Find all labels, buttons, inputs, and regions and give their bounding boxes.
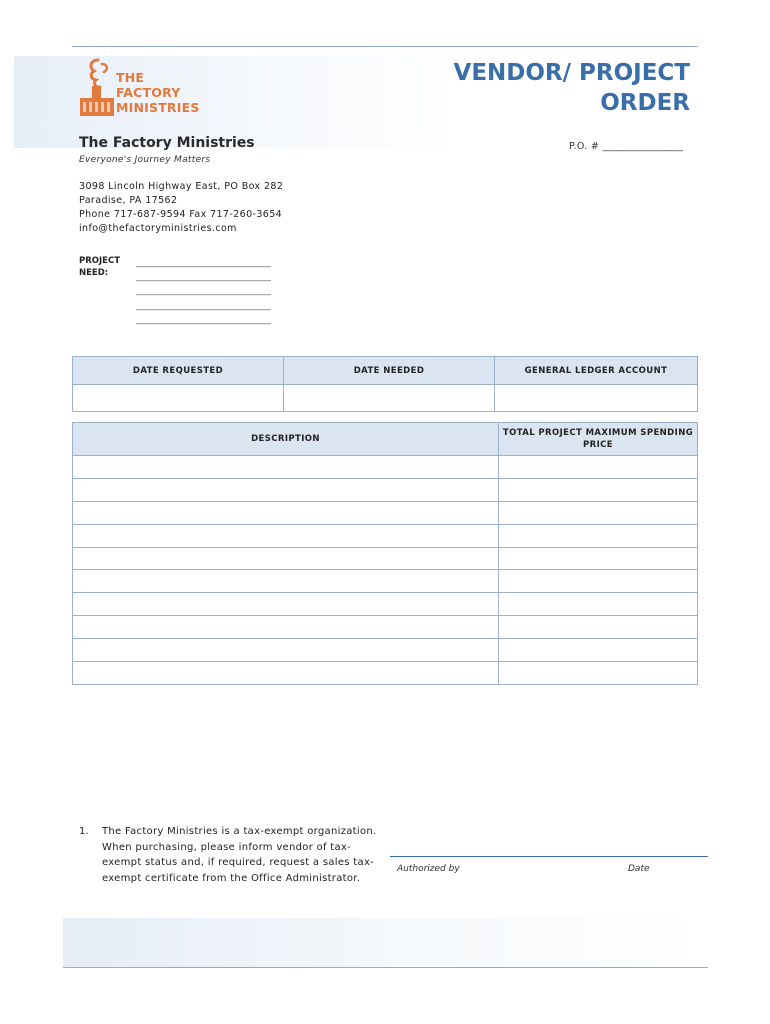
price-cell[interactable] <box>499 662 698 685</box>
note-text: The Factory Ministries is a tax-exempt organization. When purchasing, please inform vendor of tax-exempt status and, if required, request a sales tax-exempt certificate from the Office Administrator. <box>102 826 377 884</box>
logo-line-3: MINISTRIES <box>116 100 200 115</box>
factory-ministries-logo <box>78 56 208 120</box>
logo-wordmark <box>116 70 200 115</box>
project-need-label-line-1: PROJECT <box>79 256 121 266</box>
description-cell[interactable] <box>73 456 499 479</box>
table-row <box>73 478 698 501</box>
price-cell[interactable] <box>499 478 698 501</box>
signature-line[interactable] <box>390 856 708 857</box>
date-requested-header: DATE REQUESTED <box>73 357 284 385</box>
description-table <box>72 422 698 685</box>
description-cell[interactable] <box>73 524 499 547</box>
description-cell[interactable] <box>73 593 499 616</box>
description-cell[interactable] <box>73 547 499 570</box>
project-need-line[interactable]: ______________________________ <box>136 314 271 325</box>
description-cell[interactable] <box>73 662 499 685</box>
price-cell[interactable] <box>499 456 698 479</box>
price-cell[interactable] <box>499 616 698 639</box>
description-cell[interactable] <box>73 616 499 639</box>
table-row <box>73 570 698 593</box>
project-need-line[interactable]: ______________________________ <box>136 300 271 311</box>
description-header: DESCRIPTION <box>73 423 499 456</box>
factory-smokestack-icon <box>78 56 118 120</box>
table-row <box>73 662 698 685</box>
email-line: info@thefactoryministries.com <box>79 223 237 234</box>
date-requested-cell[interactable] <box>73 385 284 412</box>
description-cell[interactable] <box>73 501 499 524</box>
po-number-field[interactable]: P.O. # ________________ <box>569 141 684 152</box>
description-header-row <box>73 423 698 456</box>
project-need-label-line-2: NEED: <box>79 268 109 278</box>
date-label: Date <box>628 864 650 874</box>
table-row <box>73 456 698 479</box>
table-row <box>73 524 698 547</box>
date-needed-header: DATE NEEDED <box>284 357 495 385</box>
table-row <box>73 639 698 662</box>
general-ledger-account-cell[interactable] <box>495 385 698 412</box>
document-title <box>454 58 690 118</box>
organization-name: The Factory Ministries <box>79 135 255 151</box>
date-needed-cell[interactable] <box>284 385 495 412</box>
project-need-line[interactable]: ______________________________ <box>136 286 271 297</box>
address-line-2: Paradise, PA 17562 <box>79 195 178 206</box>
footer-band <box>63 918 708 968</box>
description-cell[interactable] <box>73 570 499 593</box>
price-cell[interactable] <box>499 639 698 662</box>
table-row <box>73 593 698 616</box>
logo-line-1: THE <box>116 70 145 85</box>
general-ledger-account-header: GENERAL LEDGER ACCOUNT <box>495 357 698 385</box>
title-line-2: ORDER <box>600 90 690 116</box>
title-line-1: VENDOR/ PROJECT <box>453 60 690 86</box>
dates-input-row <box>73 385 698 412</box>
bottom-rule <box>63 967 708 968</box>
total-price-header: TOTAL PROJECT MAXIMUM SPENDING PRICE <box>499 423 698 456</box>
address-line-1: 3098 Lincoln Highway East, PO Box 282 <box>79 181 284 192</box>
price-cell[interactable] <box>499 547 698 570</box>
price-cell[interactable] <box>499 524 698 547</box>
project-need-line[interactable]: ______________________________ <box>136 258 271 268</box>
project-need-line[interactable]: ______________________________ <box>136 272 271 283</box>
project-need-label <box>79 255 120 279</box>
project-need-lines[interactable] <box>136 256 271 327</box>
dates-ledger-table <box>72 356 698 412</box>
table-row <box>73 547 698 570</box>
note-number: 1. <box>79 826 90 837</box>
organization-tagline: Everyone's Journey Matters <box>79 155 211 165</box>
dates-header-row <box>73 357 698 385</box>
description-cell[interactable] <box>73 639 499 662</box>
price-cell[interactable] <box>499 593 698 616</box>
phone-fax-line: Phone 717-687-9594 Fax 717-260-3654 <box>79 209 283 220</box>
price-cell[interactable] <box>499 501 698 524</box>
organization-address <box>79 180 283 236</box>
description-cell[interactable] <box>73 478 499 501</box>
table-row <box>73 616 698 639</box>
table-row <box>73 501 698 524</box>
price-cell[interactable] <box>499 570 698 593</box>
logo-line-2: FACTORY <box>116 85 181 100</box>
top-rule <box>72 46 698 47</box>
authorized-by-label: Authorized by <box>397 864 460 874</box>
